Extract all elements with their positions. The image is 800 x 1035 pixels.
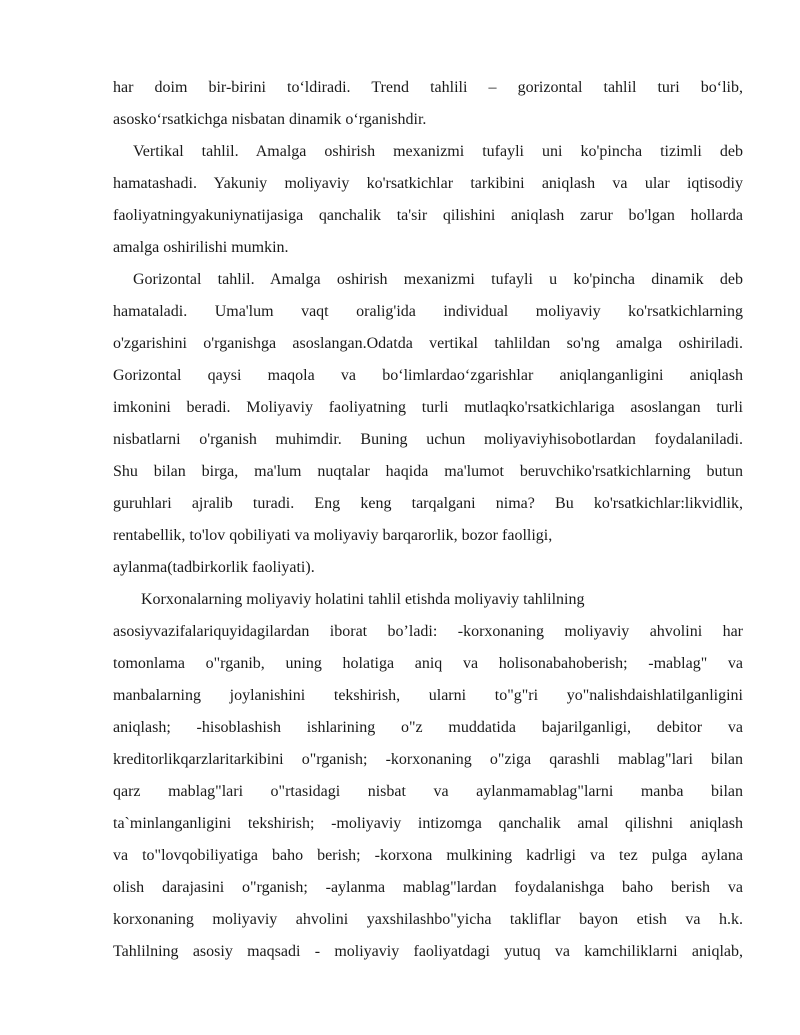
text-line: har doim bir-birini to‘ldiradi. Trend tahlili – gorizontal tahlil turi bo‘lib,	[113, 79, 743, 96]
text-line: imkonini beradi. Moliyaviy faoliyatning turli mutlaqko'rsatkichlariga asoslangan turli	[113, 399, 743, 416]
text-line: aylanma(tadbirkorlik faoliyati).	[113, 559, 315, 576]
text-line: hamataladi. Uma'lum vaqt oralig'ida individual moliyaviy ko'rsatkichlarning	[113, 303, 743, 320]
text-line: hamatashadi. Yakuniy moliyaviy ko'rsatkichlar tarkibini aniqlash va ular iqtisodiy	[113, 175, 743, 192]
text-line: Gorizontal qaysi maqola va bo‘limlardao‘zgarishlar aniqlanganligini aniqlash	[113, 367, 743, 384]
text-line: o'zgarishini o'rganishga asoslangan.Odatda vertikal tahlildan so'ng amalga oshiriladi.	[113, 335, 743, 352]
text-line: qarz mablag"lari o"rtasidagi nisbat va aylanmamablag"larni manba bilan	[113, 783, 743, 800]
text-line: nisbatlarni o'rganish muhimdir. Buning uchun moliyaviyhisobotlardan foydalaniladi.	[113, 431, 743, 448]
text-line: Shu bilan birga, ma'lum nuqtalar haqida ma'lumot beruvchiko'rsatkichlarning butun	[113, 463, 743, 480]
text-line: aniqlash; -hisoblashish ishlarining o"z muddatida bajarilganligi, debitor va	[113, 719, 743, 736]
text-line: korxonaning moliyaviy ahvolini yaxshilashbo"yicha takliflar bayon etish va h.k.	[113, 911, 743, 928]
text-line: amalga oshirilishi mumkin.	[113, 239, 289, 256]
text-line: ta`minlanganligini tekshirish; -moliyaviy intizomga qanchalik amal qilishni aniqlash	[113, 815, 743, 832]
paragraph-vertical-analysis: Vertikal tahlil. Amalga oshirish mexanizmi tufayli uni ko'pincha tizimli deb	[133, 143, 743, 160]
text-line: olish darajasini o"rganish; -aylanma mablag"lardan foydalanishga baho berish va	[113, 879, 743, 896]
text-line: va to"lovqobiliyatiga baho berish; -korxona mulkining kadrligi va tez pulga aylana	[113, 847, 743, 864]
paragraph-horizontal-analysis: Gorizontal tahlil. Amalga oshirish mexanizmi tufayli u ko'pincha dinamik deb	[133, 271, 743, 288]
text-line: guruhlari ajralib turadi. Eng keng tarqalgani nima? Bu ko'rsatkichlar:likvidlik,	[113, 495, 743, 512]
document-page	[113, 72, 743, 968]
text-line: asosko‘rsatkichga nisbatan dinamik o‘rganishdir.	[113, 111, 427, 128]
text-line: manbalarning joylanishini tekshirish, ularni to"g"ri yo"nalishdaishlatilganligini	[113, 687, 743, 704]
text-line: rentabellik, to'lov qobiliyati va moliyaviy barqarorlik, bozor faolligi,	[113, 527, 553, 544]
text-line: kreditorlikqarzlaritarkibini o"rganish; -korxonaning o"ziga qarashli mablag"lari bilan	[113, 751, 743, 768]
text-line: tomonlama o"rganib, uning holatiga aniq va holisonabahoberish; -mablag" va	[113, 655, 743, 672]
paragraph-enterprise-analysis: Korxonalarning moliyaviy holatini tahlil etishda moliyaviy tahlilning	[141, 591, 585, 608]
text-line: faoliyatningyakuniynatijasiga qanchalik ta'sir qilishini aniqlash zarur bo'lgan hollarda	[113, 207, 743, 224]
text-line: asosiyvazifalariquyidagilardan iborat bo’ladi: -korxonaning moliyaviy ahvolini har	[113, 623, 743, 640]
text-line: Tahlilning asosiy maqsadi - moliyaviy faoliyatdagi yutuq va kamchiliklarni aniqlab,	[113, 943, 743, 960]
